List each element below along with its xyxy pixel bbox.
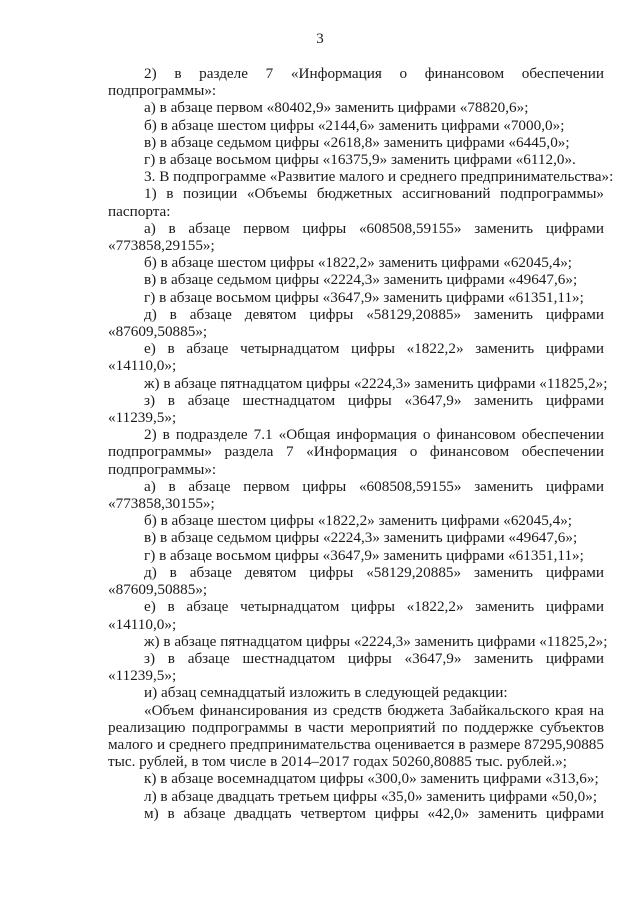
paragraph: в) в абзаце седьмом цифры «2224,3» заменить цифрами «49647,6»; — [144, 271, 578, 289]
paragraph: а) в абзаце первом «80402,9» заменить цифрами «78820,6»; — [144, 99, 529, 117]
paragraph: 2) в подразделе 7.1 «Общая информация о финансовом обеспечении подпрограммы» раздела 7 «Информация о финансовом обеспечении подпрограммы»: — [108, 426, 604, 478]
page-number: 3 — [316, 31, 324, 47]
paragraph: в) в абзаце седьмом цифры «2224,3» заменить цифрами «49647,6»; — [144, 529, 578, 547]
paragraph: е) в абзаце четырнадцатом цифры «1822,2» заменить цифрами «14110,0»; — [108, 340, 604, 375]
paragraph: з) в абзаце шестнадцатом цифры «3647,9» заменить цифрами «11239,5»; — [108, 649, 604, 685]
paragraph: ж) в абзаце пятнадцатом цифры «2224,3» заменить цифрами «11825,2»; — [144, 374, 608, 392]
paragraph: д) в абзаце девятом цифры «58129,20885» заменить цифрами «87609,50885»; — [108, 305, 604, 341]
paragraph: г) в абзаце восьмом цифры «3647,9» заменить цифрами «61351,11»; — [144, 546, 584, 564]
paragraph: к) в абзаце восемнадцатом цифры «300,0» заменить цифрами «313,6»; — [144, 770, 599, 788]
paragraph: м) в абзаце двадцать четвертом цифры «42,0» заменить цифрами — [144, 804, 604, 822]
paragraph: г) в абзаце восьмом цифры «3647,9» заменить цифрами «61351,11»; — [144, 288, 584, 306]
paragraph: а) в абзаце первом цифры «608508,59155» заменить цифрами «773858,29155»; — [108, 219, 604, 255]
document-body — [108, 65, 614, 822]
paragraph: б) в абзаце шестом цифры «1822,2» заменить цифрами «62045,4»; — [144, 254, 573, 272]
paragraph: 1) в позиции «Объемы бюджетных ассигнований подпрограммы» паспорта: — [108, 185, 604, 220]
paragraph: г) в абзаце восьмом цифры «16375,9» заменить цифрами «6112,0». — [144, 151, 576, 169]
paragraph: 2) в разделе 7 «Информация о финансовом обеспечении подпрограммы»: — [108, 65, 604, 100]
paragraph: а) в абзаце первом цифры «608508,59155» заменить цифрами «773858,30155»; — [108, 477, 604, 513]
paragraph: б) в абзаце шестом цифры «1822,2» заменить цифрами «62045,4»; — [144, 512, 573, 530]
paragraph: л) в абзаце двадцать третьем цифры «35,0» заменить цифрами «50,0»; — [144, 787, 598, 805]
paragraph: «Объем финансирования из средств бюджета Забайкальского края на реализацию подпрограммы в части мероприятий по поддержке субъектов малого и среднего предпринимательства оценивается в размере 87295,90885 тыс. рублей, в том числе в 2014–2017 годах 50260,80885 тыс. рублей.»; — [108, 701, 604, 771]
paragraph: в) в абзаце седьмом цифры «2618,8» заменить цифрами «6445,0»; — [144, 133, 570, 151]
paragraph: и) абзац семнадцатый изложить в следующей редакции: — [144, 684, 508, 702]
paragraph: 3. В подпрограмме «Развитие малого и среднего предпринимательства»: — [144, 168, 614, 186]
paragraph: ж) в абзаце пятнадцатом цифры «2224,3» заменить цифрами «11825,2»; — [144, 632, 608, 650]
paragraph: д) в абзаце девятом цифры «58129,20885» заменить цифрами «87609,50885»; — [108, 563, 604, 599]
paragraph: з) в абзаце шестнадцатом цифры «3647,9» заменить цифрами «11239,5»; — [108, 391, 604, 427]
paragraph: е) в абзаце четырнадцатом цифры «1822,2» заменить цифрами «14110,0»; — [108, 598, 604, 633]
paragraph: б) в абзаце шестом цифры «2144,6» заменить цифрами «7000,0»; — [144, 116, 565, 134]
